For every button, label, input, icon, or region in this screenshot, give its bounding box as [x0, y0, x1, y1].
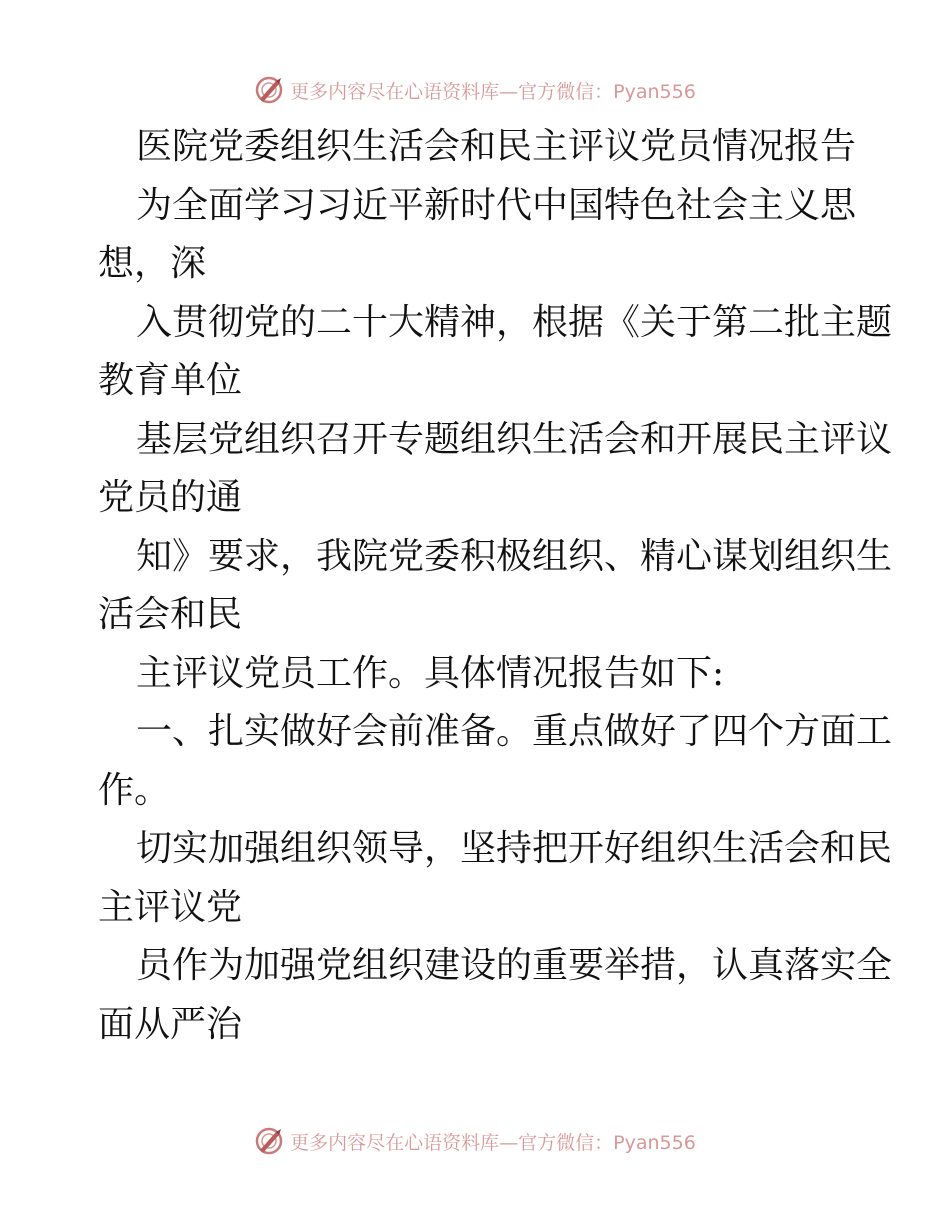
document-line: 基层党组织召开专题组织生活会和开展民主评议: [136, 418, 893, 460]
document-line: 员作为加强党组织建设的重要举措，认真落实全: [136, 945, 893, 986]
document-line: 切实加强组织领导，坚持把开好组织生活会和民: [136, 828, 893, 869]
watermark-wechat-id: Pyan556: [613, 80, 696, 103]
watermark-text-cn: 更多内容尽在心语资料库—官方微信：: [290, 1131, 614, 1154]
document-line: 面从严治: [98, 1003, 243, 1045]
document-line: 主评议党: [98, 886, 243, 928]
document-line: 作。: [98, 769, 171, 811]
watermark-text-cn: 更多内容尽在心语资料库—官方微信：: [290, 80, 614, 103]
document-line: 党员的通: [98, 477, 243, 518]
document-line: 主评议党员工作。具体情况报告如下:: [136, 652, 725, 694]
watermark-text: [290, 1128, 696, 1155]
quill-pen-circle-icon: [254, 75, 284, 105]
document-line: 为全面学习习近平新时代中国特色社会主义思: [136, 184, 857, 226]
header-watermark: [0, 70, 950, 110]
document-line: 入贯彻党的二十大精神，根据《关于第二批主题: [136, 301, 893, 343]
document-line: 医院党委组织生活会和民主评议党员情况报告: [136, 126, 857, 167]
document-line: 一、扎实做好会前准备。重点做好了四个方面工: [136, 711, 893, 752]
footer-watermark: [0, 1121, 950, 1161]
document-line: 活会和民: [98, 594, 243, 635]
quill-pen-circle-icon: [254, 1126, 284, 1156]
document-body: [98, 118, 893, 1054]
document-line: 知》要求，我院党委积极组织、精心谋划组织生: [136, 535, 893, 577]
watermark-text: [290, 77, 696, 104]
document-line: 教育单位: [98, 360, 243, 401]
watermark-wechat-id: Pyan556: [613, 1131, 696, 1154]
document-line: 想，深: [98, 243, 207, 284]
